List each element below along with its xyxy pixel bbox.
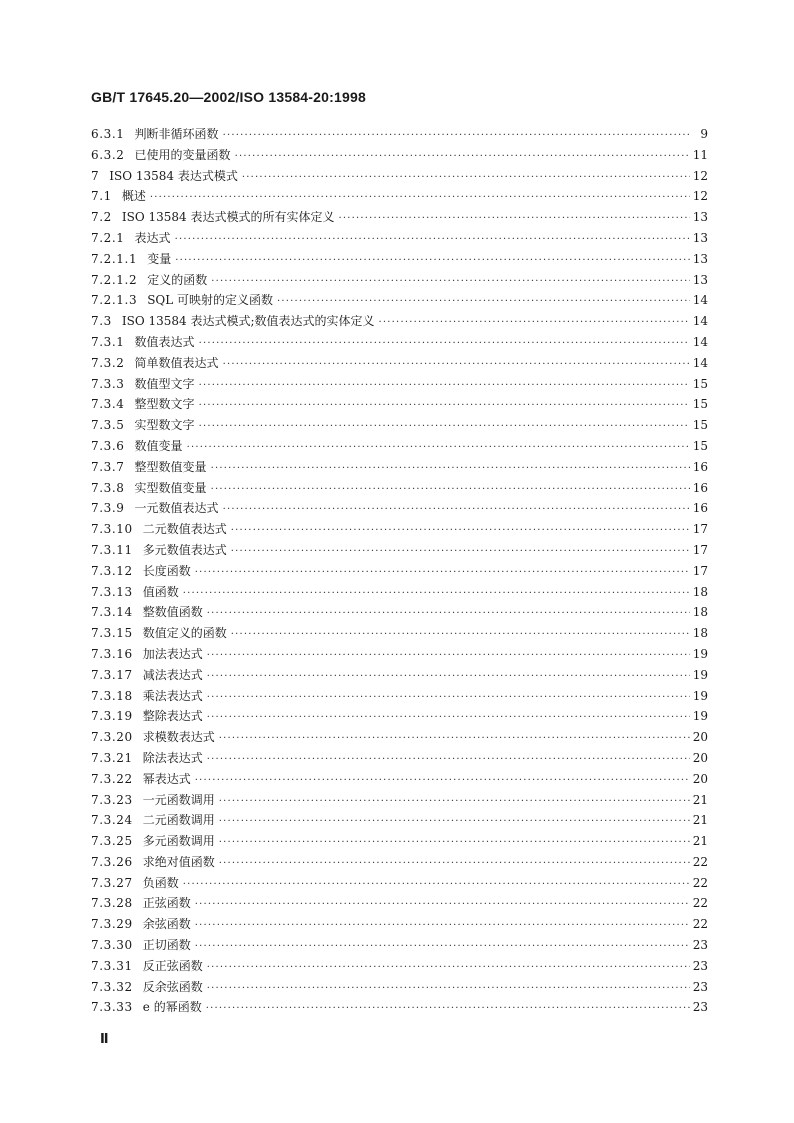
toc-entry-title: e 的幂函数	[142, 1000, 202, 1015]
toc-entry-title: 整型数值变量	[134, 459, 207, 474]
toc-entry-title: 已使用的变量函数	[134, 147, 231, 162]
toc-entry-number: 7.3.8	[91, 480, 125, 495]
toc-entry[interactable]	[91, 311, 708, 332]
toc-entry-number: 7.3.10	[91, 522, 133, 537]
toc-dot-leader	[207, 708, 690, 729]
toc-entry[interactable]	[91, 873, 708, 894]
page-number: Ⅱ	[100, 1032, 109, 1047]
toc-entry[interactable]	[91, 374, 708, 395]
toc-entry-page: 19	[692, 646, 708, 661]
toc-entry-title: 简单数值表达式	[134, 355, 219, 370]
toc-entry-number: 7.2.1	[91, 230, 125, 245]
toc-dot-leader	[219, 729, 690, 750]
toc-entry-number: 7.3.9	[91, 501, 125, 516]
toc-dot-leader	[242, 168, 690, 189]
toc-entry[interactable]	[91, 623, 708, 644]
toc-entry[interactable]	[91, 914, 708, 935]
toc-dot-leader	[219, 812, 690, 833]
toc-entry-number: 7.3.32	[91, 979, 133, 994]
toc-entry[interactable]	[91, 602, 708, 623]
toc-entry[interactable]	[91, 332, 708, 353]
toc-dot-leader	[211, 459, 690, 480]
toc-entry-number: 7.3.5	[91, 418, 125, 433]
toc-dot-leader	[231, 625, 690, 646]
toc-entry[interactable]	[91, 519, 708, 540]
toc-dot-leader	[339, 209, 690, 230]
toc-entry-number: 7.3.21	[91, 750, 133, 765]
toc-entry-number: 6.3.2	[91, 147, 125, 162]
toc-entry-page: 17	[692, 522, 708, 537]
toc-entry-number: 7.3.28	[91, 896, 133, 911]
toc-entry-page: 23	[692, 979, 708, 994]
toc-entry-number: 7.3.15	[91, 626, 133, 641]
toc-entry[interactable]	[91, 644, 708, 665]
toc-dot-leader	[207, 958, 690, 979]
toc-entry-title: 概述	[121, 189, 146, 204]
toc-entry-number: 7.3.23	[91, 792, 133, 807]
toc-entry-number: 7.3.26	[91, 854, 133, 869]
toc-entry-number: 7.3.18	[91, 688, 133, 703]
toc-entry-number: 7.3.25	[91, 834, 133, 849]
toc-entry-page: 19	[692, 709, 708, 724]
toc-entry-page: 15	[692, 376, 708, 391]
toc-entry[interactable]	[91, 353, 708, 374]
toc-entry-title: 除法表达式	[142, 750, 203, 765]
toc-entry-page: 20	[692, 730, 708, 745]
toc-entry-number: 7.3.13	[91, 584, 133, 599]
toc-entry-number: 7.3.31	[91, 958, 133, 973]
toc-dot-leader	[219, 792, 690, 813]
toc-entry[interactable]	[91, 561, 708, 582]
toc-dot-leader	[175, 230, 690, 251]
toc-entry-page: 16	[692, 480, 708, 495]
toc-entry-page: 19	[692, 667, 708, 682]
toc-dot-leader	[207, 604, 690, 625]
toc-entry[interactable]	[91, 686, 708, 707]
toc-entry-page: 22	[692, 896, 708, 911]
toc-dot-leader	[223, 355, 690, 376]
toc-dot-leader	[206, 999, 690, 1020]
toc-entry-title: 反余弦函数	[142, 979, 203, 994]
toc-entry-page: 19	[692, 688, 708, 703]
toc-entry-number: 7.2.1.2	[91, 272, 138, 287]
toc-entry-title: 实型数文字	[134, 418, 195, 433]
toc-entry-title: 求绝对值函数	[142, 854, 215, 869]
toc-entry-title: 数值定义的函数	[142, 626, 227, 641]
toc-dot-leader	[235, 147, 690, 168]
toc-entry[interactable]	[91, 186, 708, 207]
toc-entry-title: 长度函数	[142, 563, 191, 578]
toc-entry-number: 7.3.22	[91, 771, 133, 786]
toc-entry[interactable]	[91, 769, 708, 790]
toc-entry-page: 9	[700, 127, 708, 141]
toc-entry[interactable]	[91, 457, 708, 478]
toc-entry-title: 变量	[147, 251, 172, 266]
toc-entry-title: 数值表达式	[134, 334, 195, 349]
toc-entry-number: 7.3.24	[91, 813, 133, 828]
toc-entry[interactable]	[91, 748, 708, 769]
toc-dot-leader	[195, 771, 690, 792]
toc-entry[interactable]	[91, 415, 708, 436]
table-of-contents	[91, 124, 708, 1018]
toc-entry[interactable]	[91, 790, 708, 811]
toc-entry-page: 12	[692, 168, 708, 183]
toc-entry-page: 20	[692, 771, 708, 786]
toc-entry-number: 7.3.33	[91, 1000, 133, 1015]
toc-dot-leader	[183, 875, 690, 896]
toc-entry-number: 7.3.17	[91, 667, 133, 682]
toc-entry-page: 17	[692, 542, 708, 557]
toc-dot-leader	[183, 584, 690, 605]
toc-entry[interactable]	[91, 582, 708, 603]
toc-entry-title: 一元函数调用	[142, 792, 215, 807]
toc-dot-leader	[219, 854, 690, 875]
toc-entry-number: 7.2	[91, 210, 112, 225]
toc-dot-leader	[207, 750, 690, 771]
toc-dot-leader	[207, 646, 690, 667]
toc-entry-title: 乘法表达式	[142, 688, 203, 703]
toc-entry-page: 18	[692, 605, 708, 620]
toc-entry-page: 21	[692, 792, 708, 807]
toc-entry-page: 23	[692, 938, 708, 953]
toc-entry-number: 7.3.14	[91, 605, 133, 620]
toc-entry-title: 整型数文字	[134, 397, 195, 412]
toc-entry-page: 14	[692, 314, 708, 329]
toc-entry-title: SQL 可映射的定义函数	[147, 293, 274, 308]
toc-entry-page: 12	[692, 189, 708, 204]
toc-entry[interactable]	[91, 207, 708, 228]
toc-dot-leader	[199, 334, 690, 355]
toc-entry[interactable]	[91, 436, 708, 457]
toc-dot-leader	[195, 916, 690, 937]
toc-entry-title: ISO 13584 表达式模式;数值表达式的实体定义	[121, 314, 375, 329]
toc-entry-title: 一元数值表达式	[134, 501, 219, 516]
page-header-standard-code: GB/T 17645.20—2002/ISO 13584-20:1998	[91, 89, 366, 105]
toc-entry-title: 值函数	[142, 584, 179, 599]
toc-entry-title: 二元数值表达式	[142, 522, 227, 537]
toc-entry-page: 15	[692, 418, 708, 433]
toc-entry[interactable]	[91, 166, 708, 187]
toc-entry-number: 7.3.16	[91, 646, 133, 661]
toc-dot-leader	[207, 688, 690, 709]
toc-entry-page: 20	[692, 750, 708, 765]
toc-dot-leader	[231, 542, 690, 563]
toc-entry-title: 多元函数调用	[142, 834, 215, 849]
toc-entry[interactable]	[91, 498, 708, 519]
toc-entry-title: 余弦函数	[142, 917, 191, 932]
toc-dot-leader	[223, 500, 690, 521]
toc-entry[interactable]	[91, 997, 708, 1018]
toc-dot-leader	[199, 417, 690, 438]
toc-dot-leader	[195, 563, 690, 584]
toc-entry-number: 7.3	[91, 314, 112, 329]
toc-entry-title: 整数值函数	[142, 605, 203, 620]
toc-entry[interactable]	[91, 977, 708, 998]
toc-entry-page: 14	[692, 355, 708, 370]
toc-entry[interactable]	[91, 145, 708, 166]
toc-entry-page: 18	[692, 626, 708, 641]
toc-entry-page: 16	[692, 459, 708, 474]
toc-dot-leader	[150, 188, 690, 209]
toc-entry-title: 反正弦函数	[142, 958, 203, 973]
toc-entry-title: 幂表达式	[142, 771, 191, 786]
toc-entry-title: 正切函数	[142, 938, 191, 953]
toc-entry-page: 13	[692, 251, 708, 266]
toc-entry-page: 22	[692, 854, 708, 869]
toc-entry-number: 7.3.7	[91, 459, 125, 474]
toc-entry-number: 7.3.2	[91, 355, 125, 370]
toc-entry-number: 7.3.30	[91, 938, 133, 953]
toc-entry-title: 实型数值变量	[134, 480, 207, 495]
toc-entry[interactable]	[91, 290, 708, 311]
toc-entry-page: 11	[692, 147, 708, 162]
toc-entry-title: 数值型文字	[134, 376, 195, 391]
toc-entry-title: 数值变量	[134, 438, 183, 453]
toc-entry[interactable]	[91, 935, 708, 956]
toc-entry-title: 负函数	[142, 875, 179, 890]
toc-entry-number: 7.3.29	[91, 917, 133, 932]
toc-dot-leader	[199, 376, 690, 397]
toc-entry-number: 7.3.6	[91, 438, 125, 453]
toc-entry[interactable]	[91, 956, 708, 977]
toc-entry[interactable]	[91, 540, 708, 561]
toc-entry-page: 21	[692, 834, 708, 849]
toc-dot-leader	[211, 272, 690, 293]
toc-entry[interactable]	[91, 727, 708, 748]
toc-entry-title: 表达式	[134, 230, 171, 245]
toc-entry-title: 定义的函数	[147, 272, 208, 287]
toc-dot-leader	[207, 667, 690, 688]
toc-entry-number: 7.3.20	[91, 730, 133, 745]
toc-dot-leader	[219, 833, 690, 854]
toc-entry-page: 18	[692, 584, 708, 599]
toc-entry-page: 21	[692, 813, 708, 828]
toc-entry-number: 7.3.3	[91, 376, 125, 391]
toc-dot-leader	[231, 521, 690, 542]
toc-entry-page: 13	[692, 230, 708, 245]
toc-entry-number: 6.3.1	[91, 127, 125, 141]
toc-entry-page: 13	[692, 272, 708, 287]
toc-entry-page: 15	[692, 397, 708, 412]
toc-entry-title: 整除表达式	[142, 709, 203, 724]
toc-entry-page: 17	[692, 563, 708, 578]
toc-entry-number: 7.3.27	[91, 875, 133, 890]
toc-entry-page: 23	[692, 1000, 708, 1015]
toc-entry-page: 16	[692, 501, 708, 516]
toc-entry-title: 判断非循环函数	[134, 127, 219, 141]
toc-dot-leader	[223, 126, 691, 147]
toc-dot-leader	[199, 396, 690, 417]
toc-entry[interactable]	[91, 810, 708, 831]
toc-entry-number: 7.2.1.1	[91, 251, 138, 266]
toc-dot-leader	[175, 251, 690, 272]
toc-dot-leader	[211, 480, 690, 501]
toc-entry[interactable]	[91, 831, 708, 852]
toc-entry-number: 7.1	[91, 189, 112, 204]
toc-entry-number: 7.3.19	[91, 709, 133, 724]
toc-entry-number: 7.2.1.3	[91, 293, 138, 308]
toc-dot-leader	[195, 937, 690, 958]
toc-entry-title: 减法表达式	[142, 667, 203, 682]
toc-entry[interactable]	[91, 394, 708, 415]
toc-entry-page: 14	[692, 334, 708, 349]
toc-entry[interactable]	[91, 270, 708, 291]
toc-entry[interactable]	[91, 478, 708, 499]
toc-entry-title: ISO 13584 表达式模式	[109, 168, 238, 183]
toc-entry-title: 求模数表达式	[142, 730, 215, 745]
toc-entry-number: 7	[91, 168, 100, 183]
toc-entry-page: 22	[692, 875, 708, 890]
toc-entry-title: 正弦函数	[142, 896, 191, 911]
toc-dot-leader	[195, 895, 690, 916]
toc-entry-number: 7.3.11	[91, 542, 133, 557]
toc-dot-leader	[379, 313, 690, 334]
toc-entry-page: 13	[692, 210, 708, 225]
toc-entry[interactable]	[91, 706, 708, 727]
toc-entry-page: 22	[692, 917, 708, 932]
toc-entry-title: 加法表达式	[142, 646, 203, 661]
toc-entry-title: ISO 13584 表达式模式的所有实体定义	[121, 210, 335, 225]
toc-entry-page: 15	[692, 438, 708, 453]
toc-dot-leader	[187, 438, 690, 459]
toc-entry-title: 二元函数调用	[142, 813, 215, 828]
toc-entry[interactable]	[91, 249, 708, 270]
toc-dot-leader	[277, 292, 690, 313]
toc-entry-title: 多元数值表达式	[142, 542, 227, 557]
toc-entry[interactable]	[91, 228, 708, 249]
toc-entry[interactable]	[91, 852, 708, 873]
toc-dot-leader	[207, 979, 690, 1000]
toc-entry[interactable]	[91, 893, 708, 914]
toc-entry-number: 7.3.12	[91, 563, 133, 578]
toc-entry-page: 14	[692, 293, 708, 308]
toc-entry-number: 7.3.4	[91, 397, 125, 412]
toc-entry[interactable]	[91, 665, 708, 686]
toc-entry-page: 23	[692, 958, 708, 973]
toc-entry-number: 7.3.1	[91, 334, 125, 349]
toc-entry[interactable]	[91, 124, 708, 145]
